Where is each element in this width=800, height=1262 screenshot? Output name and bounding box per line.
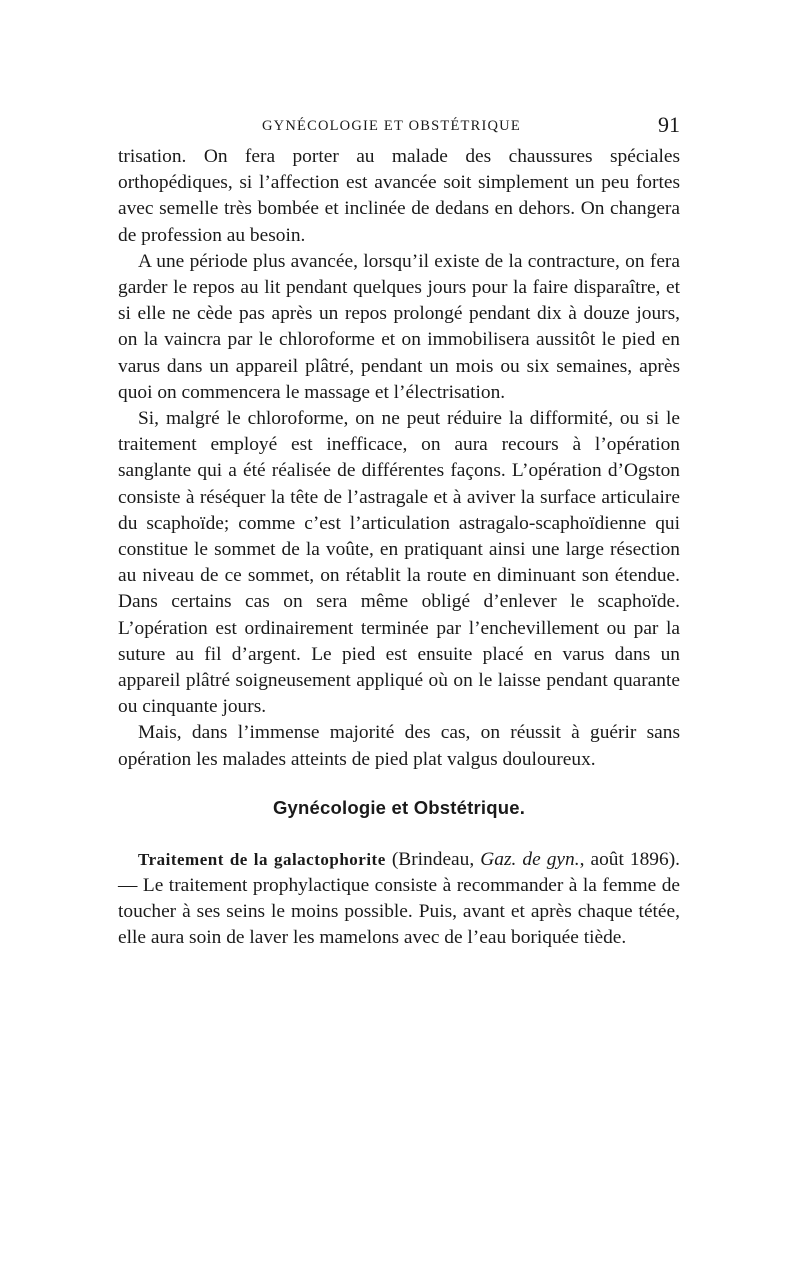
running-head: GYNÉCOLOGIE ET OBSTÉTRIQUE [262, 118, 521, 134]
page-number: 91 [658, 112, 680, 137]
entry-text: , août 1896). — Le traitement prophylactique consiste à recommander à la femme de toucher à ses seins le moins possible. Puis, avant et après chaque tétée, elle aura soin de laver les mamelons avec de l’eau boriquée tiède. [118, 848, 681, 949]
entry-paragraph [118, 847, 680, 952]
entry-source-open: (Brindeau, [385, 848, 481, 870]
entry-journal: Gaz. de gyn. [480, 848, 580, 870]
paragraph-1: trisation. On fera porter au malade des chaussures spéciales orthopédiques, si l’affection est avancée soit simplement un peu fortes avec semelle très bombée et inclinée de dedans en dehors. On changera de profession au besoin. [118, 146, 680, 246]
section-heading: Gynécologie et Obstétrique. [272, 796, 526, 818]
entry-title: Traitement de la galactophorite [138, 849, 386, 869]
page [118, 110, 680, 952]
paragraph-4: Mais, dans l’immense majorité des cas, on réussit à guérir sans opération les malades atteints de pied plat valgus douloureux. [118, 722, 680, 770]
paragraph-3: Si, malgré le chloroforme, on ne peut réduire la difformité, ou si le traitement employé est inefficace, on aura recours à l’opération sanglante qui a été réalisée de différentes façons. L’opération d’Ogston consiste à réséquer la tête de l’astragale et à aviver la surface articulaire du scaphoïde; comme c’est l’articulation astragalo-scaphoïdienne qui constitue le sommet de la voûte, en pratiquant ainsi une large résection au niveau de ce sommet, on rétablit la route en diminuant son étendue. Dans certains cas on sera même obligé d’enlever le scaphoïde. L’opération est ordinairement terminée par l’enchevillement ou par la suture au fil d’argent. Le pied est ensuite placé en varus dans un appareil plâtré soigneusement appliqué où on le laisse pendant quarante ou cinquante jours. [118, 408, 680, 718]
page-header [118, 110, 680, 144]
paragraph-2: A une période plus avancée, lorsqu’il existe de la contracture, on fera garder le repos au lit pendant quelques jours pour la faire disparaître, et si elle ne cède pas après un repos prolongé pendant dix à douze jours, on la vaincra par le chloroforme et on immobilisera aussitôt le pied en varus dans un appareil plâtré, pendant un mois ou six semaines, après quoi on commencera le massage et l’électrisation. [118, 250, 680, 403]
